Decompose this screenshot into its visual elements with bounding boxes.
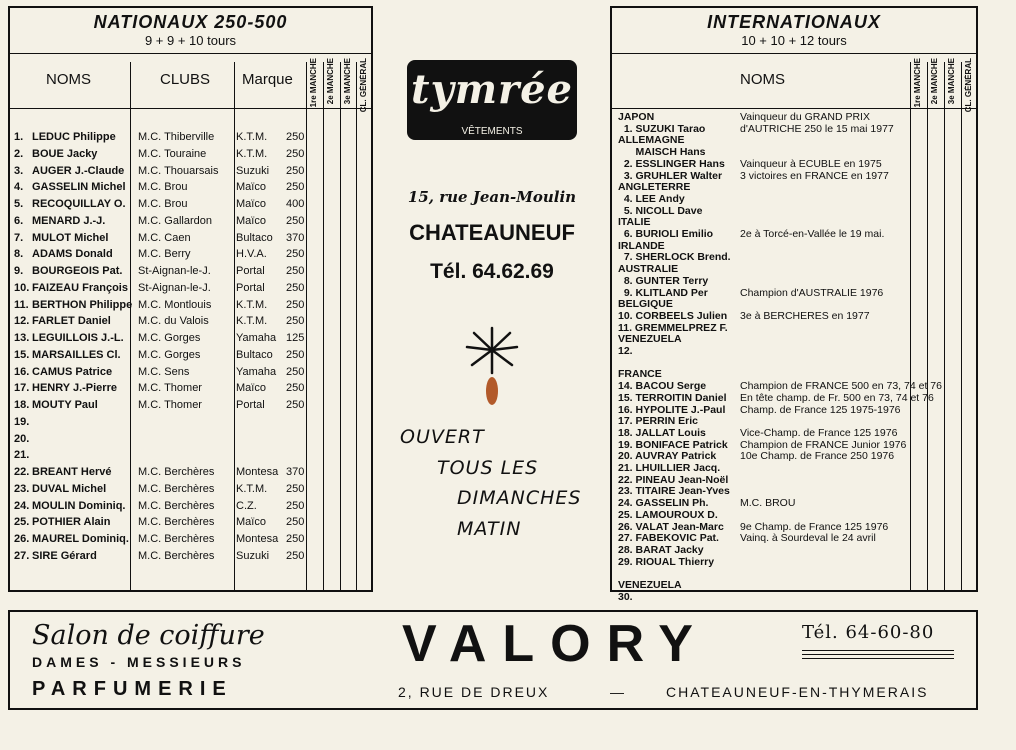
rank: 18. <box>14 399 30 411</box>
table-row <box>10 130 371 147</box>
rank: 17. <box>14 382 30 395</box>
rider-note: 9e Champ. de France 125 1976 <box>740 520 889 533</box>
marque: Bultaco <box>236 348 273 361</box>
club: M.C. Brou <box>138 198 188 210</box>
rider-note: Champion de FRANCE 500 en 73, 74 et 76 <box>740 380 942 393</box>
rank: 22. <box>14 466 30 478</box>
rank: 10. <box>14 281 30 294</box>
marque: Portal <box>236 281 265 294</box>
cylindree: 250 <box>286 399 305 411</box>
list-item: 12. <box>618 345 633 357</box>
marque: Maïco <box>236 382 266 395</box>
table-row <box>10 549 371 566</box>
table-row <box>10 465 371 482</box>
rank: 9. <box>14 265 24 277</box>
cylindree: 370 <box>286 231 305 244</box>
club: M.C. Thomer <box>138 399 202 411</box>
list-item: 20. AUVRAY Patrick <box>618 450 717 463</box>
dames-messieurs: DAMES - MESSIEURS <box>32 654 246 670</box>
list-item: 24. GASSELIN Ph. <box>618 497 709 510</box>
rank: 24. <box>14 499 30 512</box>
list-item: VENEZUELA <box>618 579 682 591</box>
int-col-manche-3: 3e MANCHE <box>947 58 956 105</box>
list-item: JAPON <box>618 111 655 123</box>
table-row <box>10 331 371 348</box>
rider-note: d'AUTRICHE 250 le 15 mai 1977 <box>740 122 894 135</box>
rider-name: FAIZEAU François <box>32 281 128 294</box>
rider-name: BREANT Hervé <box>32 466 112 478</box>
marque: Maïco <box>236 181 266 194</box>
list-item: 15. TERROITIN Daniel <box>618 391 727 404</box>
rank: 20. <box>14 432 30 445</box>
footer-city: CHATEAUNEUF-EN-THYMERAIS <box>666 684 929 700</box>
rider-name: BOUE Jacky <box>32 147 98 160</box>
table-row <box>10 314 371 331</box>
col-manche-2: 2e MANCHE <box>326 58 335 105</box>
footer-address: 2, RUE DE DREUX <box>398 684 550 700</box>
list-item: 22. PINEAU Jean-Noël <box>618 473 729 486</box>
cylindree: 250 <box>286 265 305 277</box>
cylindree: 250 <box>286 281 305 294</box>
club: M.C. Berchères <box>138 466 215 478</box>
rank: 15. <box>14 348 30 361</box>
rider-name: MARSAILLES Cl. <box>32 348 121 361</box>
rider-name: SIRE Gérard <box>32 549 97 562</box>
club: M.C. du Valois <box>138 315 209 328</box>
list-item: 5. NICOLL Dave <box>618 204 703 217</box>
list-item: 28. BARAT Jacky <box>618 543 704 556</box>
center-address: 15, rue Jean-Moulin <box>407 188 577 206</box>
rank: 3. <box>14 164 24 177</box>
rank: 27. <box>14 549 30 562</box>
marque: Maïco <box>236 198 266 210</box>
list-item: ANGLETERRE <box>618 181 691 194</box>
list-item: 4. LEE Andy <box>618 192 685 205</box>
table-row <box>10 448 371 465</box>
valory-title: VALORY <box>402 615 709 673</box>
club: M.C. Gorges <box>138 348 201 361</box>
nationaux-title: NATIONAUX 250-500 <box>93 12 288 32</box>
list-item: 26. VALAT Jean-Marc <box>618 520 724 533</box>
table-row <box>10 499 371 516</box>
list-item: 18. JALLAT Louis <box>618 426 706 439</box>
list-item: 1. SUZUKI Tarao <box>618 122 706 135</box>
internationaux-title: INTERNATIONAUX <box>707 12 881 32</box>
marque: C.Z. <box>236 499 257 512</box>
club: M.C. Thiberville <box>138 131 215 143</box>
marque: K.T.M. <box>236 147 268 160</box>
logo-word: tymrée <box>410 66 573 113</box>
rider-note: Vainqueur à ECUBLE en 1975 <box>740 157 882 170</box>
cylindree: 250 <box>286 248 305 261</box>
table-row <box>10 180 371 197</box>
table-row <box>10 298 371 315</box>
footer-dash: — <box>610 684 624 700</box>
club: M.C. Gallardon <box>138 214 212 227</box>
rider-name: BERTHON Philippe <box>32 298 133 311</box>
list-item: 21. LHUILLIER Jacq. <box>618 462 721 474</box>
table-row <box>10 515 371 532</box>
list-item: 30. <box>618 590 633 603</box>
list-item: 9. KLITLAND Per <box>618 286 708 299</box>
cylindree: 250 <box>286 214 305 227</box>
rider-name: MOULIN Dominiq. <box>32 499 126 512</box>
club: M.C. Montlouis <box>138 298 212 311</box>
col-clubs: CLUBS <box>160 71 211 88</box>
col-manche-1: 1re MANCHE <box>309 58 318 108</box>
rider-name: LEDUC Philippe <box>32 131 116 143</box>
rider-note: 10e Champ. de France 250 1976 <box>740 450 895 463</box>
cylindree: 250 <box>286 164 305 177</box>
col-manche-3: 3e MANCHE <box>343 58 352 105</box>
rank: 7. <box>14 231 24 244</box>
club: M.C. Thouarsais <box>138 164 219 177</box>
list-item: IRLANDE <box>618 239 665 252</box>
col-cl-general: CL. GÉNÉRAL <box>359 58 368 113</box>
club: M.C. Berchères <box>138 549 215 562</box>
club: M.C. Sens <box>138 365 190 378</box>
rider-note: Champ. de France 125 1975-1976 <box>740 403 901 416</box>
marque: Portal <box>236 399 265 411</box>
rank: 11. <box>14 298 29 311</box>
list-item: 25. LAMOUROUX D. <box>618 508 718 521</box>
marque: Yamaha <box>236 365 277 378</box>
internationaux-table <box>610 6 978 603</box>
table-row <box>10 281 371 298</box>
center-tel: Tél. 64.62.69 <box>430 260 554 283</box>
list-item: 29. RIOUAL Thierry <box>618 555 715 568</box>
cylindree: 125 <box>286 332 305 344</box>
col-marque: Marque <box>242 71 293 88</box>
marque: Suzuki <box>236 549 270 562</box>
cylindree: 250 <box>286 147 305 160</box>
list-item: 23. TITAIRE Jean-Yves <box>618 485 730 498</box>
rank: 16. <box>14 365 30 378</box>
list-item: 27. FABEKOVIC Pat. <box>618 532 719 545</box>
center-city: CHATEAUNEUF <box>409 220 575 245</box>
club: St-Aignan-le-J. <box>138 265 211 277</box>
marque: Bultaco <box>236 231 273 244</box>
table-row <box>10 214 371 231</box>
table-row <box>10 532 371 549</box>
nationaux-table <box>8 6 373 592</box>
open-line-4: MATIN <box>457 518 522 540</box>
int-col-manche-1: 1re MANCHE <box>913 58 922 108</box>
nationaux-rows <box>10 130 371 590</box>
col-noms: NOMS <box>46 71 91 88</box>
cylindree: 250 <box>286 549 305 562</box>
salon-text: Salon de coiffure <box>32 620 265 651</box>
list-item: AUSTRALIE <box>618 263 679 276</box>
rank: 26. <box>14 533 30 545</box>
list-item: 19. BONIFACE Patrick <box>618 438 728 451</box>
cylindree: 250 <box>286 516 305 529</box>
cylindree: 250 <box>286 348 305 361</box>
rider-note: 2e à Torcé-en-Vallée le 19 mai. <box>740 228 885 240</box>
internationaux-subtitle: 10 + 10 + 12 tours <box>741 33 847 48</box>
cylindree: 250 <box>286 181 305 194</box>
table-row <box>10 432 371 449</box>
rider-name: GASSELIN Michel <box>32 181 126 194</box>
list-item: 3. GRUHLER Walter <box>618 169 723 182</box>
rider-name: MOUTY Paul <box>32 399 98 411</box>
rank: 12. <box>14 315 30 328</box>
club: M.C. Gorges <box>138 332 201 344</box>
list-item: 7. SHERLOCK Brend. <box>618 251 731 264</box>
table-row <box>10 415 371 432</box>
rank: 8. <box>14 248 24 261</box>
int-col-noms: NOMS <box>740 71 785 88</box>
rider-name: AUGER J.-Claude <box>32 164 125 177</box>
list-item: 2. ESSLINGER Hans <box>618 157 725 170</box>
int-col-manche-2: 2e MANCHE <box>930 58 939 105</box>
rank: 4. <box>14 181 24 194</box>
open-line-2: TOUS LES <box>437 457 539 479</box>
rider-name: CAMUS Patrice <box>32 365 113 378</box>
list-item: 16. HYPOLITE J.-Paul <box>618 403 726 416</box>
marque: Suzuki <box>236 164 270 177</box>
flower-illustration <box>462 325 522 410</box>
marque: Maïco <box>236 214 266 227</box>
rank: 2. <box>14 147 24 160</box>
rider-name: ADAMS Donald <box>32 248 113 261</box>
marque: Maïco <box>236 516 266 529</box>
marque: H.V.A. <box>236 248 267 261</box>
rider-name: DUVAL Michel <box>32 482 107 495</box>
cylindree: 250 <box>286 499 305 512</box>
club: M.C. Berry <box>138 248 191 261</box>
rider-name: LEGUILLOIS J.-L. <box>32 332 124 344</box>
valory-advert <box>8 610 978 710</box>
rider-note: Vainq. à Sourdeval le 24 avril <box>740 532 876 545</box>
rank: 25. <box>14 516 30 529</box>
rider-name: MAUREL Dominiq. <box>32 533 129 545</box>
table-row <box>10 381 371 398</box>
list-item: 6. BURIOLI Emilio <box>618 228 714 240</box>
nationaux-subtitle: 9 + 9 + 10 tours <box>144 33 237 48</box>
rider-note: Vainqueur du GRAND PRIX <box>740 111 870 123</box>
table-row <box>10 164 371 181</box>
list-item: ALLEMAGNE <box>618 134 685 147</box>
rider-note: Champion d'AUSTRALIE 1976 <box>740 286 884 299</box>
table-row <box>10 348 371 365</box>
tymree-logo <box>407 60 577 140</box>
cylindree: 250 <box>286 365 305 378</box>
club: M.C. Brou <box>138 181 188 194</box>
marque: Montesa <box>236 533 279 545</box>
club: M.C. Thomer <box>138 382 202 395</box>
int-col-cl-general: CL. GÉNÉRAL <box>964 58 973 113</box>
cylindree: 250 <box>286 482 305 495</box>
internationaux-rows <box>612 111 976 603</box>
rider-name: RECOQUILLAY O. <box>32 198 126 210</box>
rider-note: Vice-Champ. de France 125 1976 <box>740 426 898 439</box>
rank: 13. <box>14 332 30 344</box>
rider-note: Champion de FRANCE Junior 1976 <box>740 438 907 451</box>
list-item: 11. GREMMELPREZ F. <box>618 321 728 334</box>
marque: K.T.M. <box>236 315 268 328</box>
table-row <box>10 398 371 415</box>
list-item: ITALIE <box>618 216 651 229</box>
cylindree: 250 <box>286 533 305 545</box>
rank: 5. <box>14 198 24 210</box>
rider-note: M.C. BROU <box>740 497 796 510</box>
rank: 19. <box>14 415 30 428</box>
club: M.C. Touraine <box>138 147 207 160</box>
rider-name: MENARD J.-J. <box>32 214 106 227</box>
table-row <box>10 264 371 281</box>
cylindree: 370 <box>286 466 305 478</box>
rider-note: 3 victoires en FRANCE en 1977 <box>740 169 889 182</box>
list-item: 14. BACOU Serge <box>618 380 707 393</box>
list-item: MAISCH Hans <box>618 146 706 159</box>
table-row <box>10 197 371 214</box>
logo-sub: VÊTEMENTS <box>461 126 523 137</box>
list-item: BELGIQUE <box>618 298 673 311</box>
marque: K.T.M. <box>236 298 268 311</box>
cylindree: 250 <box>286 315 305 328</box>
club: M.C. Berchères <box>138 533 215 545</box>
marque: K.T.M. <box>236 131 268 143</box>
marque: Montesa <box>236 466 279 478</box>
rank: 21. <box>14 449 30 462</box>
cylindree: 250 <box>286 382 305 395</box>
table-row <box>10 147 371 164</box>
footer-tel: Tél. 64-60-80 <box>802 622 935 643</box>
cylindree: 250 <box>286 131 305 143</box>
open-line-3: DIMANCHES <box>457 487 582 509</box>
rank: 1. <box>14 131 24 143</box>
club: M.C. Berchères <box>138 499 215 512</box>
table-row <box>10 231 371 248</box>
rider-name: FARLET Daniel <box>32 315 111 328</box>
parfumerie: PARFUMERIE <box>32 678 233 700</box>
marque: K.T.M. <box>236 482 268 495</box>
rider-name: MULOT Michel <box>32 231 109 244</box>
rider-note: En tête champ. de Fr. 500 en 73, 74 et 76 <box>740 391 934 404</box>
marque: Yamaha <box>236 332 277 344</box>
list-item: 10. CORBEELS Julien <box>618 309 728 322</box>
club: St-Aignan-le-J. <box>138 281 211 294</box>
rider-name: BOURGEOIS Pat. <box>32 265 123 277</box>
list-item: 8. GUNTER Terry <box>618 274 709 287</box>
table-row <box>10 482 371 499</box>
rider-name: HENRY J.-Pierre <box>32 382 117 395</box>
cylindree: 250 <box>286 298 305 311</box>
rider-name: POTHIER Alain <box>32 516 111 529</box>
table-row <box>10 365 371 382</box>
rank: 6. <box>14 214 24 227</box>
rider-note: 3e à BERCHERES en 1977 <box>740 309 870 322</box>
table-row <box>10 247 371 264</box>
list-item: 17. PERRIN Eric <box>618 415 698 428</box>
marque: Portal <box>236 265 265 277</box>
club: M.C. Berchères <box>138 516 215 529</box>
rank: 23. <box>14 482 30 495</box>
cylindree: 400 <box>286 198 305 210</box>
club: M.C. Caen <box>138 231 191 244</box>
club: M.C. Berchères <box>138 482 215 495</box>
list-item: FRANCE <box>618 368 662 381</box>
list-item: VENEZUELA <box>618 333 682 346</box>
open-line-1: OUVERT <box>400 426 485 448</box>
